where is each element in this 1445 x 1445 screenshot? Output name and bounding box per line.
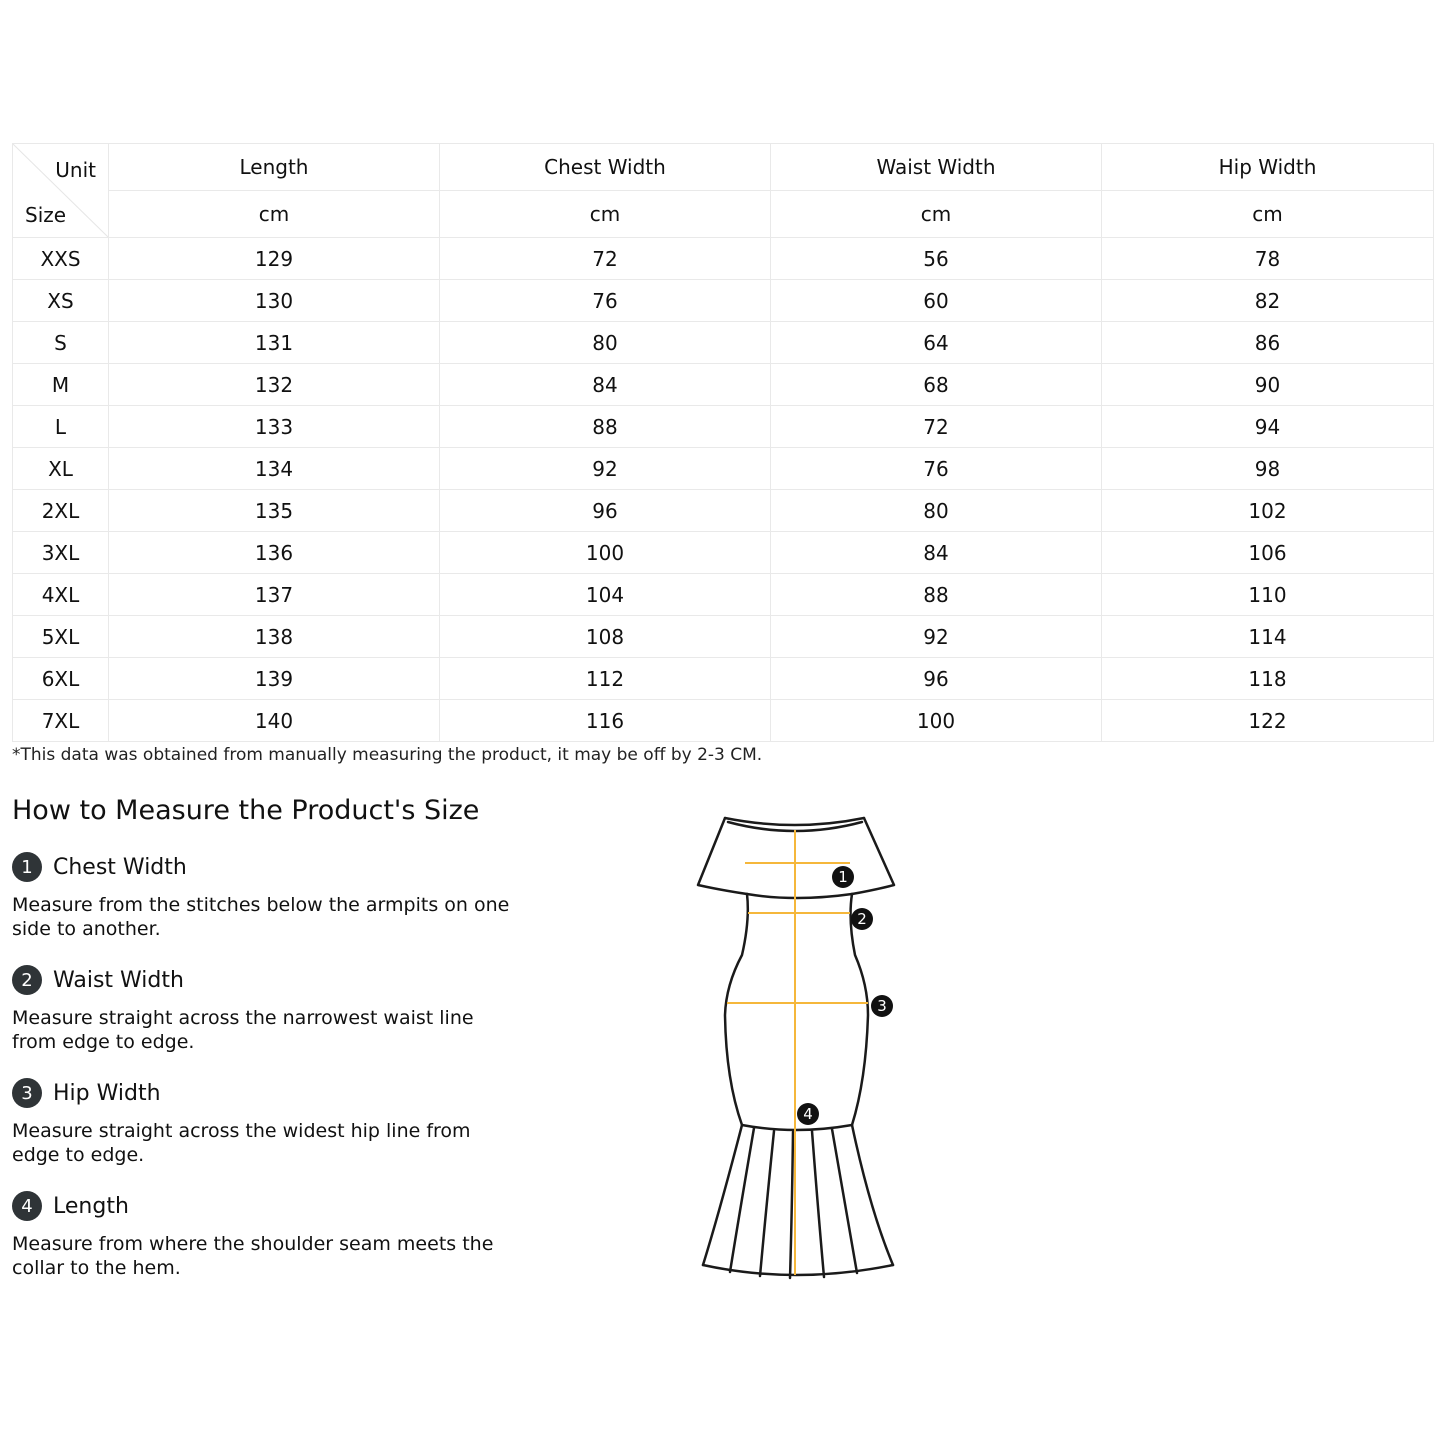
- dress-pleat: [760, 1131, 774, 1276]
- step-number-badge: 1: [12, 852, 42, 882]
- table-row: [13, 238, 1434, 280]
- step-description: Measure from the stitches below the armpits on one side to another.: [12, 894, 510, 940]
- table-row: [13, 280, 1434, 322]
- size-cell: M: [13, 364, 109, 406]
- table-row: [13, 322, 1434, 364]
- chest-cell: 112: [440, 658, 771, 700]
- column-header-hip-width: Hip Width: [1102, 144, 1434, 191]
- table-row: [13, 658, 1434, 700]
- size-cell: L: [13, 406, 109, 448]
- table-row: [13, 574, 1434, 616]
- step-title: Chest Width: [53, 854, 187, 880]
- waist-cell: 56: [771, 238, 1102, 280]
- length-cell: 133: [109, 406, 440, 448]
- howto-title: How to Measure the Product's Size: [12, 795, 480, 826]
- chest-cell: 76: [440, 280, 771, 322]
- chest-cell: 72: [440, 238, 771, 280]
- waist-cell: 84: [771, 532, 1102, 574]
- step-number-badge: 3: [12, 1078, 42, 1108]
- size-cell: XXS: [13, 238, 109, 280]
- marker-3-label: 3: [877, 997, 887, 1015]
- length-cell: 131: [109, 322, 440, 364]
- size-cell: 4XL: [13, 574, 109, 616]
- dress-pleat: [812, 1131, 824, 1277]
- step-title: Waist Width: [53, 967, 184, 993]
- waist-cell: 72: [771, 406, 1102, 448]
- dress-skirt-left: [703, 1125, 742, 1265]
- length-cell: 135: [109, 490, 440, 532]
- size-cell: XS: [13, 280, 109, 322]
- step-description: Measure straight across the narrowest waist line from edge to edge.: [12, 1007, 474, 1053]
- hip-cell: 86: [1102, 322, 1434, 364]
- table-row: [13, 406, 1434, 448]
- dress-flounce-seam: [742, 1125, 852, 1130]
- hip-cell: 98: [1102, 448, 1434, 490]
- column-header-waist-width: Waist Width: [771, 144, 1102, 191]
- step-description: Measure straight across the widest hip line from edge to edge.: [12, 1120, 471, 1166]
- step-hip-width: [12, 1077, 522, 1167]
- step-chest-width: [12, 851, 522, 941]
- column-header-chest-width: Chest Width: [440, 144, 771, 191]
- chest-cell: 96: [440, 490, 771, 532]
- waist-cell: 60: [771, 280, 1102, 322]
- dress-neckline-inner: [728, 822, 862, 831]
- waist-cell: 68: [771, 364, 1102, 406]
- unit-cell: cm: [1102, 191, 1434, 238]
- unit-cell: cm: [109, 191, 440, 238]
- table-row: [13, 616, 1434, 658]
- size-chart-table: [12, 143, 1434, 742]
- marker-2-label: 2: [857, 910, 867, 928]
- length-cell: 139: [109, 658, 440, 700]
- hip-cell: 106: [1102, 532, 1434, 574]
- dress-left-sleeve: [698, 818, 747, 894]
- step-number-badge: 2: [12, 965, 42, 995]
- chest-cell: 116: [440, 700, 771, 742]
- dress-measurement-diagram: [690, 810, 905, 1285]
- step-title: Length: [53, 1193, 129, 1219]
- waist-cell: 64: [771, 322, 1102, 364]
- step-length: [12, 1190, 522, 1280]
- marker-4-label: 4: [803, 1105, 813, 1123]
- dress-pleat: [730, 1128, 754, 1272]
- hip-cell: 110: [1102, 574, 1434, 616]
- length-cell: 137: [109, 574, 440, 616]
- measurement-note: *This data was obtained from manually measuring the product, it may be off by 2-3 CM.: [12, 745, 763, 765]
- chest-cell: 80: [440, 322, 771, 364]
- step-number-badge: 4: [12, 1191, 42, 1221]
- length-cell: 140: [109, 700, 440, 742]
- table-row: [13, 364, 1434, 406]
- table-header-row: [13, 144, 1434, 191]
- dress-skirt-right: [852, 1125, 893, 1265]
- step-description: Measure from where the shoulder seam meets the collar to the hem.: [12, 1233, 494, 1279]
- table-units-row: [13, 191, 1434, 238]
- table-corner-cell: [13, 144, 109, 238]
- chest-cell: 92: [440, 448, 771, 490]
- dress-pleat: [790, 1132, 793, 1278]
- table-row: [13, 532, 1434, 574]
- size-cell: XL: [13, 448, 109, 490]
- dress-left-side: [725, 894, 748, 1125]
- size-cell: 7XL: [13, 700, 109, 742]
- waist-cell: 88: [771, 574, 1102, 616]
- length-cell: 136: [109, 532, 440, 574]
- hip-cell: 82: [1102, 280, 1434, 322]
- waist-cell: 100: [771, 700, 1102, 742]
- length-cell: 134: [109, 448, 440, 490]
- unit-cell: cm: [771, 191, 1102, 238]
- marker-1-label: 1: [838, 868, 848, 886]
- table-row: [13, 448, 1434, 490]
- table-row: [13, 490, 1434, 532]
- hip-cell: 122: [1102, 700, 1434, 742]
- hip-cell: 114: [1102, 616, 1434, 658]
- size-cell: 3XL: [13, 532, 109, 574]
- step-title: Hip Width: [53, 1080, 161, 1106]
- hip-cell: 90: [1102, 364, 1434, 406]
- waist-cell: 76: [771, 448, 1102, 490]
- size-cell: S: [13, 322, 109, 364]
- dress-pleat: [832, 1129, 857, 1273]
- hip-cell: 94: [1102, 406, 1434, 448]
- chest-cell: 104: [440, 574, 771, 616]
- size-cell: 6XL: [13, 658, 109, 700]
- waist-cell: 96: [771, 658, 1102, 700]
- column-header-length: Length: [109, 144, 440, 191]
- length-cell: 129: [109, 238, 440, 280]
- chest-cell: 84: [440, 364, 771, 406]
- chest-cell: 108: [440, 616, 771, 658]
- length-cell: 132: [109, 364, 440, 406]
- chest-cell: 88: [440, 406, 771, 448]
- dress-right-sleeve: [852, 818, 894, 894]
- length-cell: 130: [109, 280, 440, 322]
- unit-cell: cm: [440, 191, 771, 238]
- hip-cell: 118: [1102, 658, 1434, 700]
- table-row: [13, 700, 1434, 742]
- waist-cell: 92: [771, 616, 1102, 658]
- corner-size-label: Size: [25, 203, 67, 227]
- step-waist-width: [12, 964, 522, 1054]
- dress-bodice-top: [747, 894, 852, 898]
- hip-cell: 102: [1102, 490, 1434, 532]
- chest-cell: 100: [440, 532, 771, 574]
- hip-cell: 78: [1102, 238, 1434, 280]
- corner-unit-label: Unit: [55, 158, 96, 182]
- dress-neckline: [725, 818, 864, 825]
- size-cell: 2XL: [13, 490, 109, 532]
- length-cell: 138: [109, 616, 440, 658]
- waist-cell: 80: [771, 490, 1102, 532]
- size-cell: 5XL: [13, 616, 109, 658]
